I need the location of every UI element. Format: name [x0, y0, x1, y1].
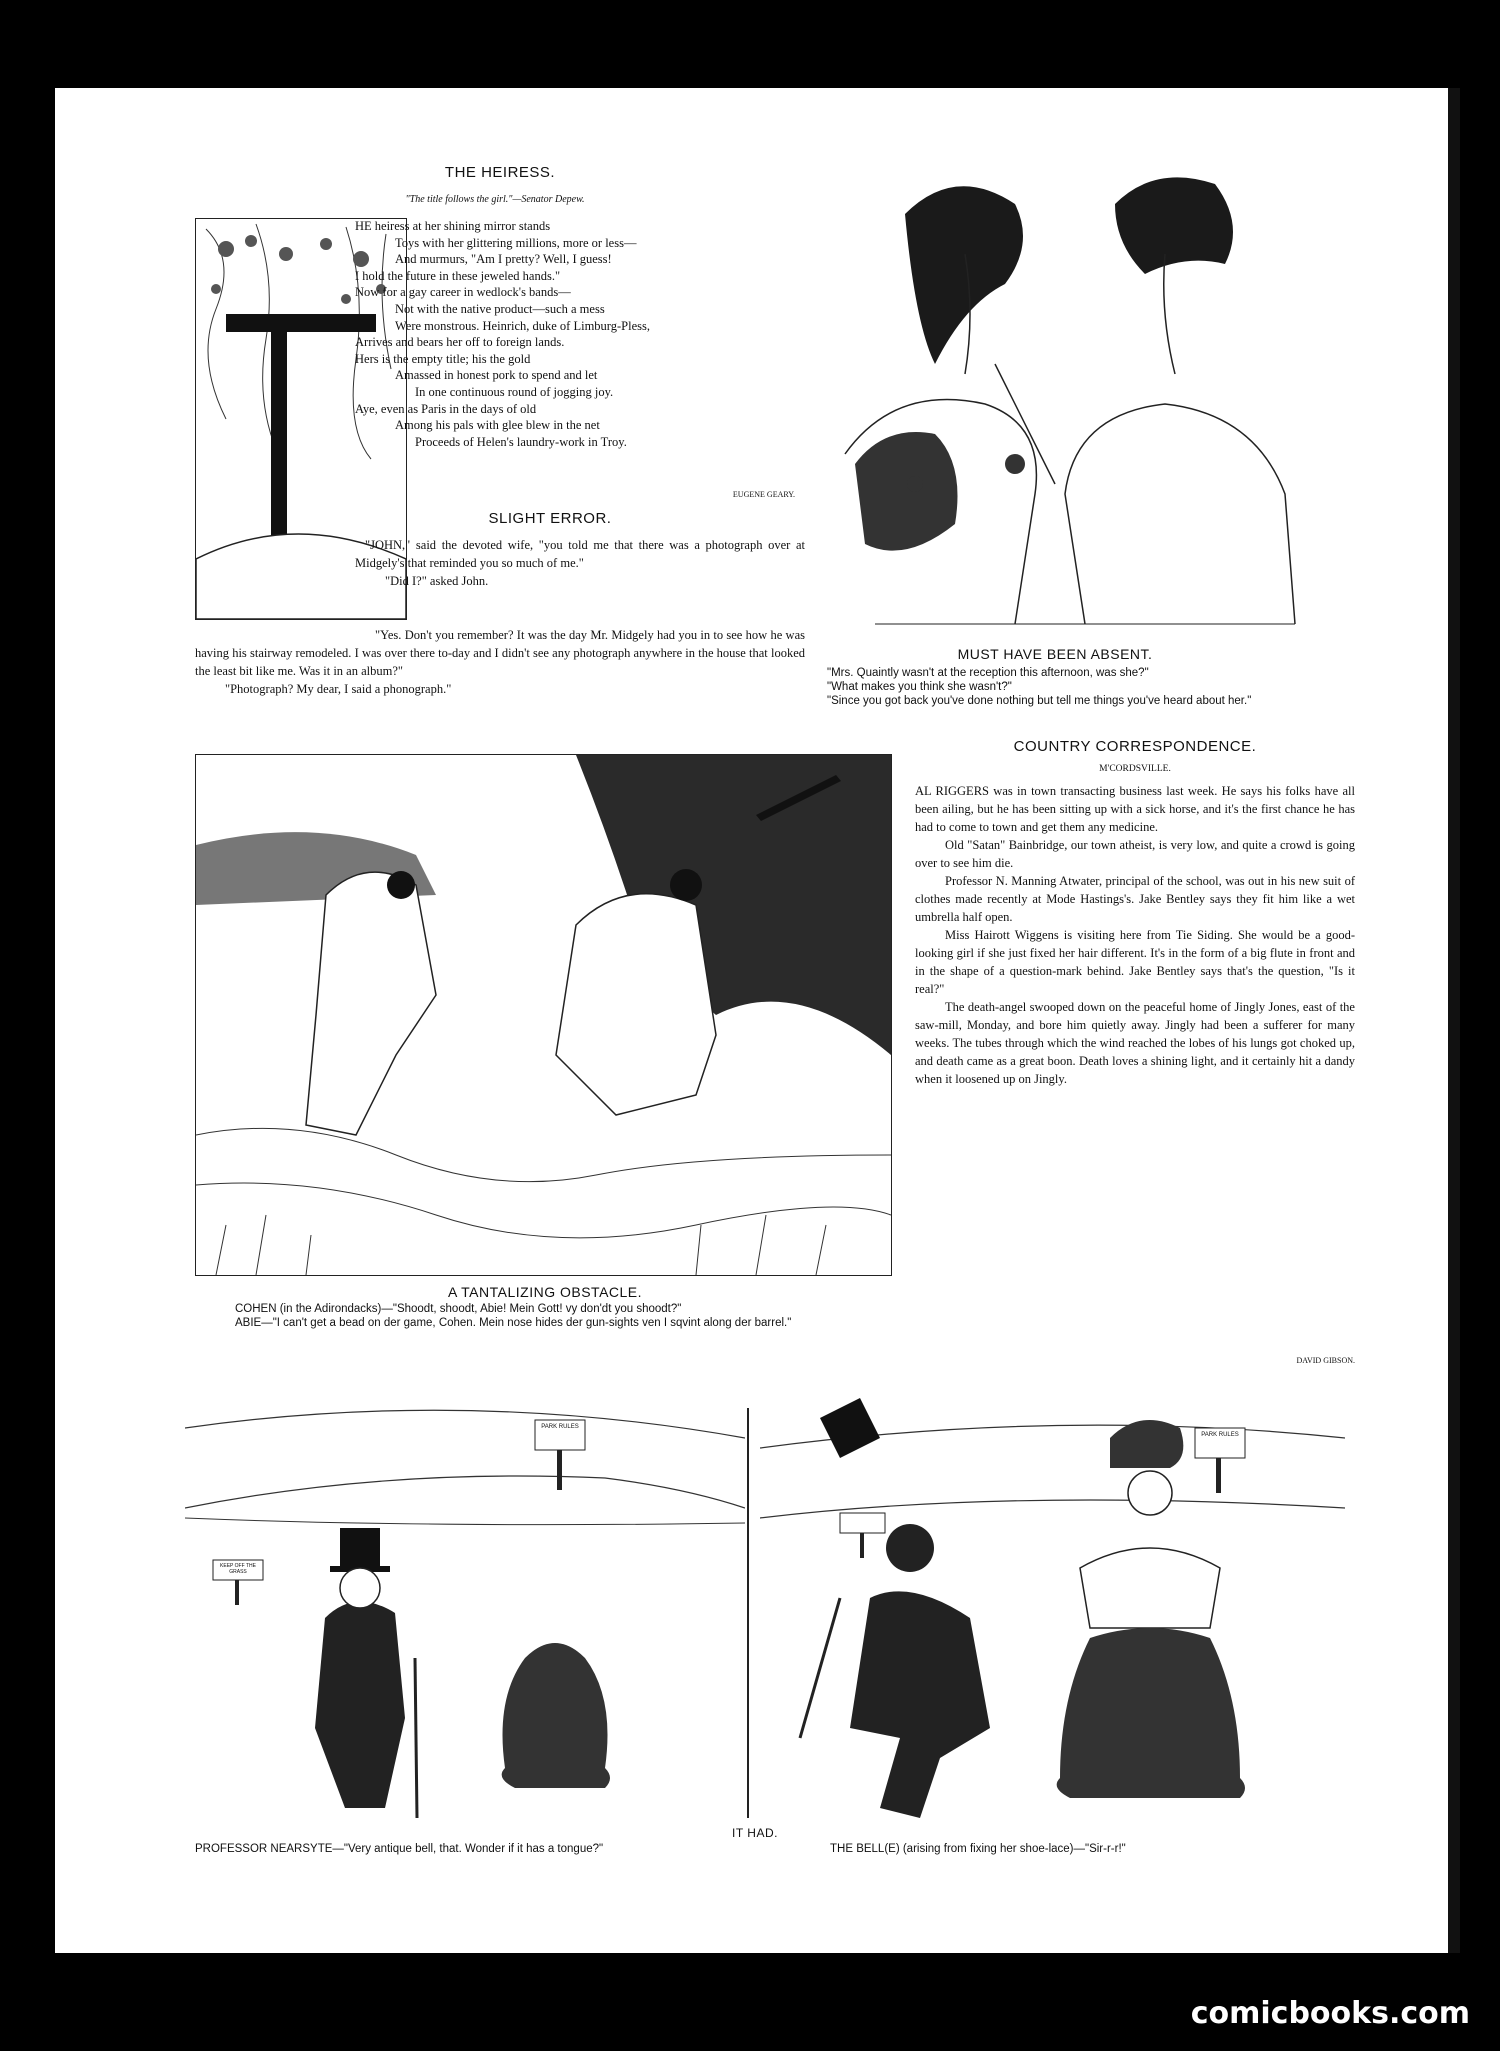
- poem-line: Toys with her glittering millions, more or less—: [395, 235, 637, 250]
- poem-line: Among his pals with glee blew in the net: [395, 418, 600, 433]
- caption-line: ABIE—"I can't get a bead on der game, Cohen. Mein nose hides der gun-sights ven I sqvint along der barrel.": [235, 1317, 792, 1329]
- it-had-left-caption: PROFESSOR NEARSYTE—"Very antique bell, that. Wonder if it has a tongue?": [195, 1843, 604, 1855]
- paragraph: "Did I?" asked John.: [385, 574, 489, 588]
- poem-line: Were monstrous. Heinrich, duke of Limburg-Pless,: [395, 318, 650, 333]
- site-watermark: comicbooks.com: [1190, 1996, 1470, 2031]
- slight-error-text-wide: [195, 626, 805, 698]
- hunters-art: [196, 755, 891, 1275]
- poem-line: Arrives and bears her off to foreign lands.: [355, 335, 565, 350]
- paragraph: "Yes. Don't you remember? It was the day Mr. Midgely had you in to see how he was having his stairway remodeled. I was over there to-day and I didn't see any photograph anywhere in the house that looked the least bit like me. Was it in an album?": [195, 628, 805, 678]
- slight-error-text: [355, 536, 805, 590]
- country-place: M'CORDSVILLE.: [1099, 764, 1171, 774]
- poem-line: In one continuous round of jogging joy.: [415, 384, 614, 399]
- country-text: [915, 782, 1355, 1088]
- poem-line: HE heiress at her shining mirror stands: [355, 219, 551, 233]
- paragraph: The death-angel swooped down on the peaceful home of Jingly Jones, east of the saw-mill, Monday, and bore him quietly away. Jingly had been a sufferer for many weeks. The tubes through which the wind reached the lobes of his lungs got choked up, and death came as a great boon. Death loves a shining light, and it certainly hit a dandy when it loosened up on Jingly.: [915, 1000, 1355, 1086]
- park-rules-sign-right: PARK RULES: [1201, 1432, 1239, 1438]
- hunters-illustration: [195, 754, 892, 1276]
- poem-line: Amassed in honest pork to spend and let: [395, 368, 598, 383]
- country-author: DAVID GIBSON.: [1296, 1356, 1355, 1365]
- paragraph: Old "Satan" Bainbridge, our town atheist, is very low, and quite a crowd is going over to see him die.: [915, 838, 1355, 870]
- caption-line: "What makes you think she wasn't?": [827, 681, 1012, 693]
- caption-line: "Since you got back you've done nothing but tell me things you've heard about her.": [827, 695, 1252, 707]
- caption-line: "Mrs. Quaintly wasn't at the reception this afternoon, was she?": [827, 667, 1149, 679]
- two-women-illustration: [815, 164, 1355, 634]
- obstacle-title: A TANTALIZING OBSTACLE.: [447, 1284, 643, 1300]
- heiress-title: THE HEIRESS.: [444, 164, 556, 181]
- paragraph: Professor N. Manning Atwater, principal of the school, was out in his new suit of clothes made recently at Mode Hastings's. Jake Bentley says they fit him like a wet umbrella half open.: [915, 874, 1355, 924]
- two-women-art: [815, 164, 1355, 634]
- absent-title: MUST HAVE BEEN ABSENT.: [957, 646, 1153, 662]
- obstacle-caption: [195, 1302, 890, 1330]
- paragraph: Miss Hairott Wiggens is visiting here from Tie Siding. She would be a good-looking girl if she just fixed her hair different. It's in the form of a big flute in front and in the shape of a question-mark behind. Jake Bentley says that's the question, "Is it real?": [915, 928, 1355, 996]
- professor-and-bell-art: [185, 1398, 745, 1838]
- it-had-panel-left: [185, 1398, 745, 1838]
- it-had-panel-right: [760, 1398, 1345, 1838]
- panel-divider: [747, 1408, 749, 1818]
- poem-line: Proceeds of Helen's laundry-work in Troy.: [415, 434, 627, 449]
- paragraph: "JOHN," said the devoted wife, "you told me that there was a photograph over at Midgely's that reminded you so much of me.": [355, 538, 805, 570]
- poem-line: Hers is the empty title; his the gold: [355, 351, 531, 366]
- country-title: COUNTRY CORRESPONDENCE.: [1013, 738, 1257, 755]
- absent-caption: [815, 666, 1355, 708]
- magazine-page: [55, 88, 1460, 1953]
- slight-error-title: SLIGHT ERROR.: [488, 510, 612, 527]
- heiress-epigraph: "The title follows the girl."—Senator Depew.: [405, 194, 585, 205]
- heiress-author: EUGENE GEARY.: [732, 490, 795, 499]
- heiress-poem: [355, 218, 795, 450]
- page-edge-shadow: [1448, 88, 1460, 1953]
- it-had-right-caption: THE BELL(E) (arising from fixing her shoe-lace)—"Sir-r-r!": [830, 1843, 1126, 1855]
- belle-and-professor-art: [760, 1398, 1345, 1838]
- paragraph: AL RIGGERS was in town transacting business last week. He says his folks have all been ailing, but he has been sitting up with a sick horse, and it's the first chance he has had to come to town and get them any medicine.: [915, 784, 1355, 834]
- keep-off-grass-sign: KEEP OFF THE GRASS: [220, 1563, 256, 1575]
- paragraph: "Photograph? My dear, I said a phonograph.": [225, 682, 452, 696]
- poem-line: I hold the future in these jeweled hands.": [355, 268, 561, 283]
- it-had-title: IT HAD.: [732, 1826, 778, 1840]
- park-rules-sign-left: PARK RULES: [541, 1424, 579, 1430]
- poem-line: And murmurs, "Am I pretty? Well, I guess!: [395, 252, 612, 267]
- caption-line: COHEN (in the Adirondacks)—"Shoodt, shoodt, Abie! Mein Gott! vy don'dt you shoodt?": [235, 1303, 682, 1315]
- poem-line: Now for a gay career in wedlock's bands—: [355, 285, 571, 300]
- poem-line: Aye, even as Paris in the days of old: [355, 401, 537, 416]
- poem-line: Not with the native product—such a mess: [395, 301, 605, 316]
